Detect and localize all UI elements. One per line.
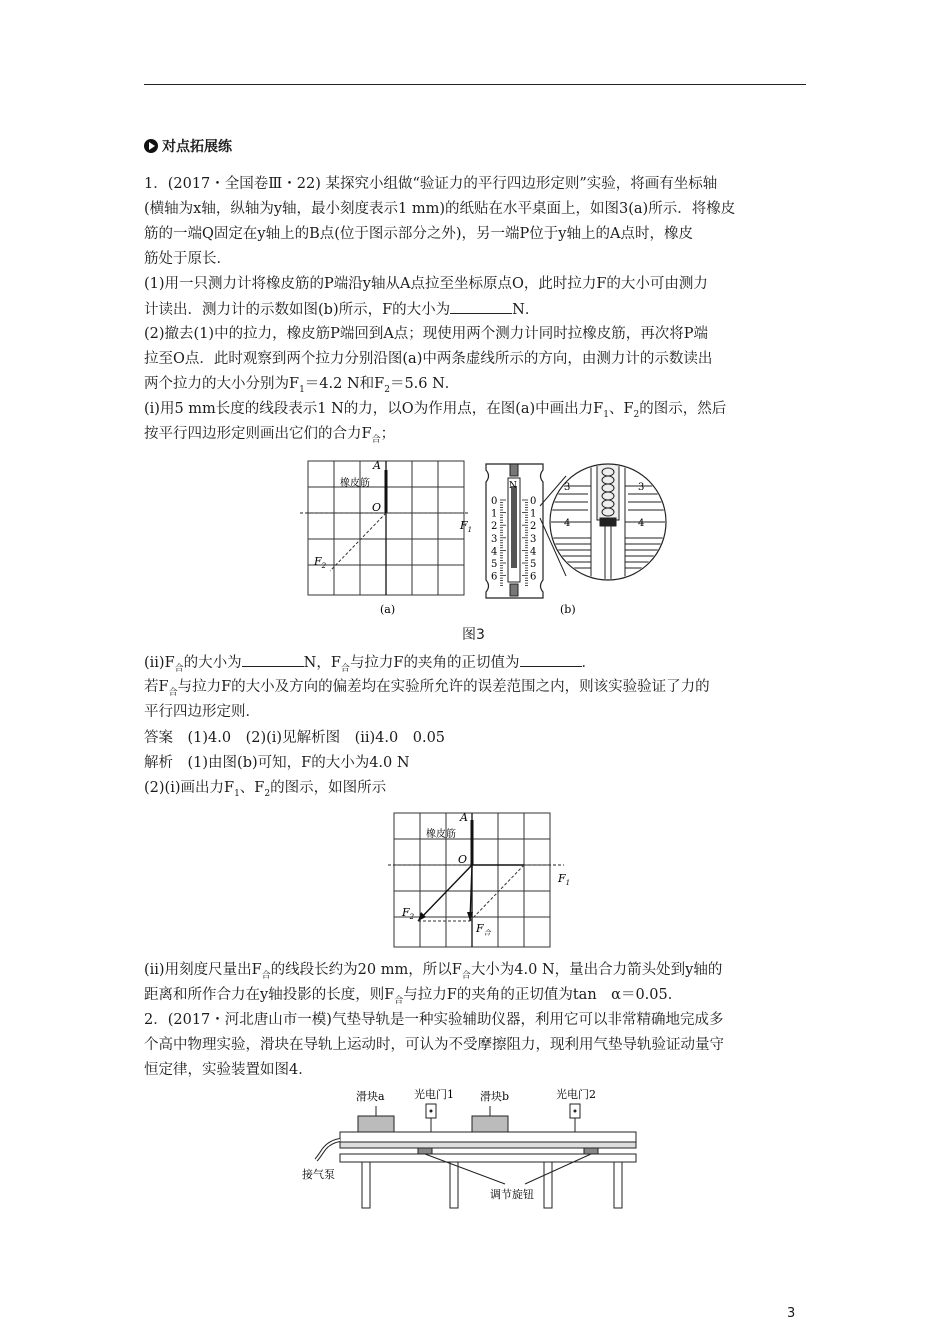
zoom-label-4-right: 4: [638, 518, 645, 529]
q1-line-5: (1)用一只测力计将橡皮筋的P端沿y轴从A点拉至坐标原点O，此时拉力F的大小可由测力: [144, 276, 708, 292]
header-rule: [144, 84, 806, 85]
scale-label-right: 3: [530, 533, 537, 545]
table-leg-1: [362, 1162, 370, 1208]
rubber-band-label: 橡皮筋: [426, 829, 456, 840]
scale-left: [491, 496, 497, 583]
f1-label: $F_1$: [460, 519, 473, 534]
scale-label-right: 1: [530, 508, 537, 520]
q1-line-14: 平行四边形定则．: [144, 704, 260, 720]
table-leg-3: [544, 1162, 552, 1208]
f2-direction: [330, 513, 386, 571]
table-leg-4: [614, 1162, 622, 1208]
scale-label-left: 5: [491, 559, 498, 570]
subscript: 2: [384, 384, 390, 395]
slider-b: [472, 1116, 508, 1132]
gate-1-label: 光电门1: [414, 1088, 454, 1101]
f2-label: $F_2$: [402, 906, 415, 921]
scale-label-right: 2: [530, 521, 537, 533]
q1-line-7: (2)撤去(1)中的拉力，橡皮筋P端回到A点；现使用两个测力计同时拉橡皮筋，再次将P端: [144, 326, 709, 342]
q1-line-9: [144, 374, 814, 400]
text: (2)(ⅰ)画出力F: [144, 780, 235, 796]
unit-n: N: [509, 481, 517, 491]
q1-line-1: 1．(2017・全国卷Ⅲ・22) 某探究小组做“验证力的平行四边形定则”实验，将画有坐标轴: [144, 176, 718, 192]
q1-line-6-text: 计读出．测力计的示数如图(b)所示，F的大小为: [144, 302, 451, 318]
text: 与拉力F的夹角的正切值为tan α＝0.05．: [403, 987, 683, 1003]
subscript: 合: [261, 970, 271, 981]
scale-label-right: 4: [530, 546, 537, 558]
q1-line-12: [144, 652, 814, 679]
scale-label-left: 6: [491, 571, 498, 583]
text: 的线段长约为20 mm，所以F: [270, 962, 462, 978]
text: (ⅱ)用刻度尺量出F: [144, 962, 262, 978]
subscript: 1: [234, 788, 240, 799]
q1-line-11: [144, 424, 814, 450]
subscript: 2: [633, 409, 640, 420]
zoom-label-3-right: 3: [638, 482, 645, 493]
scale-label-left: 0: [491, 496, 498, 507]
scale-label-left: 3: [491, 533, 498, 545]
knob-label: 调节旋钮: [490, 1188, 534, 1201]
slider-a: [358, 1116, 394, 1132]
subscript: 1: [603, 409, 609, 420]
gate-2-dot: [574, 1110, 577, 1113]
zoom-label-4-left: 4: [564, 518, 571, 529]
spring: [511, 486, 517, 568]
hook-top: [510, 464, 518, 476]
play-icon: [144, 139, 158, 153]
table-top: [340, 1154, 636, 1162]
q1-line-3: 筋的一端Q固定在y轴上的B点(位于图示部分之外)，另一端P位于y轴上的A点时，橡皮: [144, 226, 693, 242]
text: ＝5.6 N．: [389, 376, 460, 392]
subscript: 1: [299, 384, 305, 395]
text: 、F: [239, 780, 265, 796]
q2-line-2: 个高中物理实验，滑块在导轨上运动时，可认为不受摩擦阻力，现利用气垫导轨验证动量守: [144, 1037, 724, 1053]
scale-label-left: 1: [491, 508, 498, 520]
page-number: 3: [787, 1306, 796, 1321]
solution-figure: [388, 808, 572, 954]
subscript: 2: [264, 788, 271, 799]
text: 与拉力F的夹角的正切值为: [349, 655, 520, 671]
gate-2-label: 光电门2: [556, 1088, 596, 1101]
q2-line-1: 2．(2017・河北唐山市一模)气垫导轨是一种实验辅助仪器，利用它可以非常精确地完成多: [144, 1012, 724, 1028]
q2-line-3: 恒定律，实验装置如图4．: [144, 1062, 313, 1078]
origin-label: O: [372, 501, 382, 514]
f2-vector: [418, 865, 472, 921]
hook-bottom: [510, 584, 518, 596]
text: 大小为4.0 N，量出合力箭头处到y轴的: [470, 962, 723, 978]
origin-label: O: [458, 853, 468, 866]
q1-line-13: [144, 677, 814, 703]
text: N，F: [303, 655, 341, 671]
text: 按平行四边形定则画出它们的合力F: [144, 426, 372, 442]
text: 的图示，如图所示: [270, 780, 387, 796]
figure-3b: [478, 456, 658, 618]
scale-label-left: 4: [491, 546, 498, 558]
subscript: 合: [394, 995, 404, 1006]
text: (ⅰ)用5 mm长度的线段表示1 N的力，以O为作用点，在图(a)中画出力F: [144, 401, 604, 417]
subscript: 合: [340, 663, 350, 674]
text: ．: [581, 655, 596, 671]
answer-line-1: 答案 (1)4.0 (2)(ⅰ)见解析图 (ⅱ)4.0 0.05: [144, 730, 446, 746]
scale-label-right: 6: [530, 571, 537, 583]
air-pump-label: 接气泵: [302, 1168, 335, 1181]
parallelogram-edge-2: [470, 865, 524, 921]
q1-line-6-unit: N．: [512, 302, 540, 318]
figure-3a: [300, 456, 473, 618]
point-a-label: A: [373, 459, 381, 472]
air-track: [340, 1132, 636, 1142]
subscript: 合: [371, 434, 381, 445]
answer-line-2: 解析 (1)由图(b)可知，F的大小为4.0 N: [144, 755, 410, 771]
text: 、F: [608, 401, 634, 417]
answer-line-5: [144, 985, 814, 1011]
text: 距离和所作合力在y轴投影的长度，则F: [144, 987, 395, 1003]
fig-a-label: (a): [380, 603, 396, 616]
resultant-label: $F_合$: [476, 922, 491, 937]
knob-left: [418, 1148, 432, 1154]
table-leg-2: [450, 1162, 458, 1208]
track-base: [340, 1142, 636, 1148]
text: 的图示，然后: [639, 401, 727, 417]
q1-line-10: [144, 399, 814, 425]
section-title: 对点拓展练: [162, 139, 232, 155]
text: 若F: [144, 679, 169, 695]
q1-line-6: [144, 299, 814, 320]
gate-1-dot: [430, 1110, 433, 1113]
knob-right: [584, 1148, 598, 1154]
answer-blank[interactable]: [242, 652, 304, 667]
text: ＝4.2 N和F: [304, 376, 385, 392]
figure-4: [300, 1084, 650, 1210]
scale-label-right: 0: [530, 496, 537, 507]
text: 的大小为: [183, 655, 242, 671]
q1-line-4: 筋处于原长．: [144, 251, 231, 267]
f1-label: $F_1$: [558, 872, 571, 887]
point-a-label: A: [460, 811, 468, 824]
text: ；: [380, 426, 396, 442]
fig-b-label: (b): [560, 603, 576, 616]
rubber-band-label: 橡皮筋: [340, 478, 370, 489]
answer-line-3: [144, 778, 814, 804]
figure-3-caption: 图3: [462, 627, 485, 643]
slider-a-label: 滑块a: [356, 1090, 385, 1103]
subscript: 合: [461, 970, 471, 981]
section-heading: [144, 136, 232, 156]
zoom-label-3-left: 3: [564, 482, 571, 493]
text: 与拉力F的大小及方向的偏差均在实验所允许的误差范围之内，则该实验验证了力的: [177, 679, 710, 695]
subscript: 合: [168, 687, 178, 698]
f2-label: $F_2$: [314, 555, 327, 570]
q1-line-8: 拉至O点．此时观察到两个拉力分别沿图(a)中两条虚线所示的方向，由测力计的示数读出: [144, 351, 713, 367]
scale-right: [530, 496, 536, 583]
answer-blank[interactable]: [520, 652, 582, 667]
text: 两个拉力的大小分别为F: [144, 376, 300, 392]
answer-line-4: [144, 960, 814, 986]
scale-label-right: 5: [530, 559, 537, 570]
text: (ⅱ)F: [144, 655, 175, 671]
q1-line-2: (横轴为x轴，纵轴为y轴，最小刻度表示1 mm)的纸贴在水平桌面上，如图3(a)所示．将橡皮: [144, 201, 736, 217]
subscript: 合: [174, 663, 184, 674]
slider-b-label: 滑块b: [480, 1090, 510, 1103]
scale-label-left: 2: [491, 521, 498, 533]
answer-blank[interactable]: [450, 299, 512, 314]
